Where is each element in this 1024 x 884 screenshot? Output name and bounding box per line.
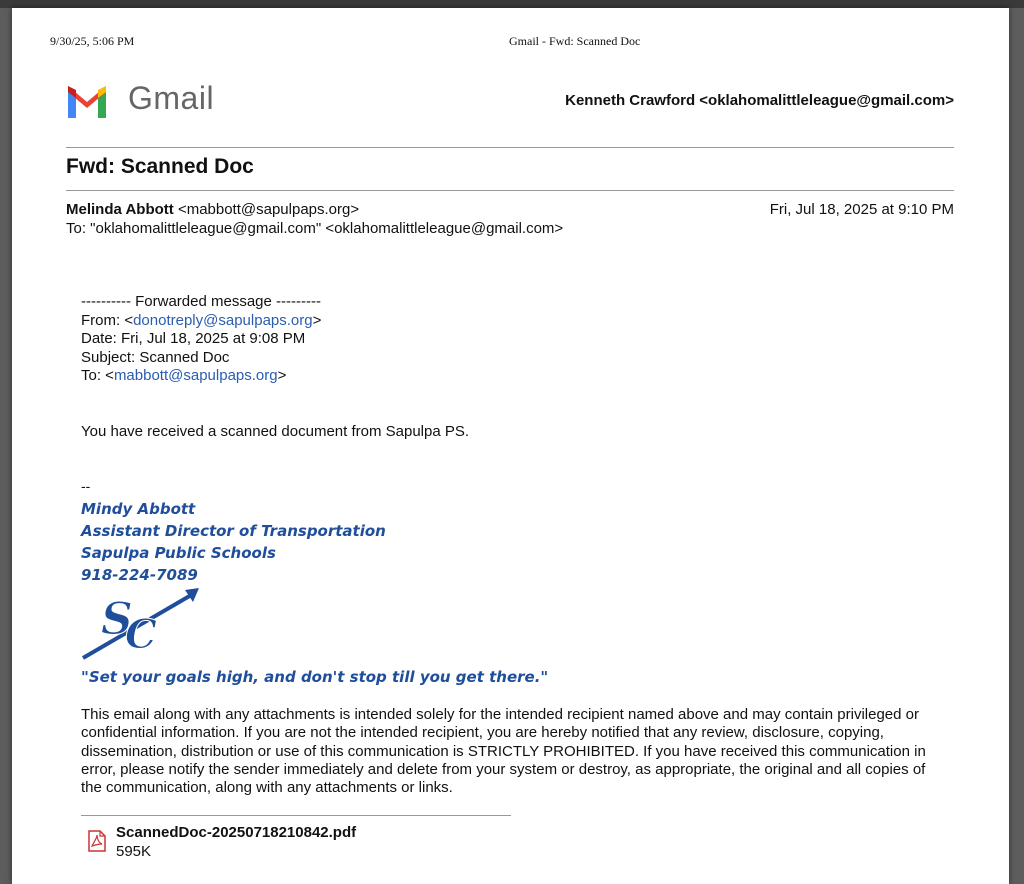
signature-phone: 918-224-7089 xyxy=(81,566,198,584)
print-datetime: 9/30/25, 5:06 PM xyxy=(50,34,135,48)
gmail-wordmark: Gmail xyxy=(128,80,215,116)
email-body: You have received a scanned document from Sapulpa PS. xyxy=(81,423,470,440)
forwarded-from-link[interactable]: donotreply@sapulpaps.org xyxy=(133,311,313,329)
window-top-strip xyxy=(0,0,1024,8)
pdf-icon[interactable] xyxy=(88,830,106,852)
signature-quote: "Set your goals high, and don't stop till you get there." xyxy=(81,668,549,686)
attachment-divider xyxy=(81,815,511,816)
forwarded-subject: Subject: Scanned Doc xyxy=(81,348,230,366)
forwarded-divider: ---------- Forwarded message --------- xyxy=(81,293,321,310)
recipient-line: To: "oklahomalittleleague@gmail.com" <oklahomalittleleague@gmail.com> xyxy=(66,220,564,237)
forwarded-header-block xyxy=(81,293,321,386)
signature-separator: -- xyxy=(81,478,91,494)
forwarded-to: To: <mabbott@sapulpaps.org> xyxy=(81,367,287,384)
sender-name: Melinda Abbott xyxy=(66,201,174,218)
svg-text:S: S xyxy=(101,594,133,645)
signature-org: Sapulpa Public Schools xyxy=(81,544,276,562)
forwarded-to-link[interactable]: mabbott@sapulpaps.org xyxy=(113,367,278,384)
sender-line xyxy=(66,201,359,218)
signature-title: Assistant Director of Transportation xyxy=(81,522,386,540)
signature-block xyxy=(81,498,386,586)
sender-email: <mabbott@sapulpaps.org> xyxy=(177,201,360,218)
email-subject: Fwd: Scanned Doc xyxy=(66,155,254,178)
forwarded-date: Date: Fri, Jul 18, 2025 at 9:08 PM xyxy=(81,330,306,347)
svg-text:C: C xyxy=(125,611,157,658)
divider xyxy=(66,190,954,191)
forwarded-from: From: <donotreply@sapulpaps.org> xyxy=(81,311,322,329)
legal-disclaimer: This email along with any attachments is intended solely for the intended recipient named above and may contain privileged or confidential information. If you are not the intended recipient, you are hereby notified that any review, disclosure, copying, dissemination, distribution or use of this communication is STRICTLY PROHIBITED. If you have received this communication in error, please notify the sender immediately and delete from your system or destroy, as appropriate, the original and all copies of the communication, along with any attachments or links. xyxy=(81,706,926,797)
printed-page xyxy=(12,8,1009,884)
signature-name: Mindy Abbott xyxy=(81,500,196,518)
divider xyxy=(66,147,954,148)
school-logo-icon xyxy=(81,588,201,660)
attachment-size: 595K xyxy=(116,843,152,860)
attachment-name[interactable]: ScannedDoc-20250718210842.pdf xyxy=(116,824,357,841)
background-left xyxy=(0,8,12,884)
email-date: Fri, Jul 18, 2025 at 9:10 PM xyxy=(769,201,954,218)
account-name: Kenneth Crawford <oklahomalittleleague@gmail.com> xyxy=(565,92,954,109)
background-right xyxy=(1009,8,1024,884)
print-title: Gmail - Fwd: Scanned Doc xyxy=(509,34,641,48)
